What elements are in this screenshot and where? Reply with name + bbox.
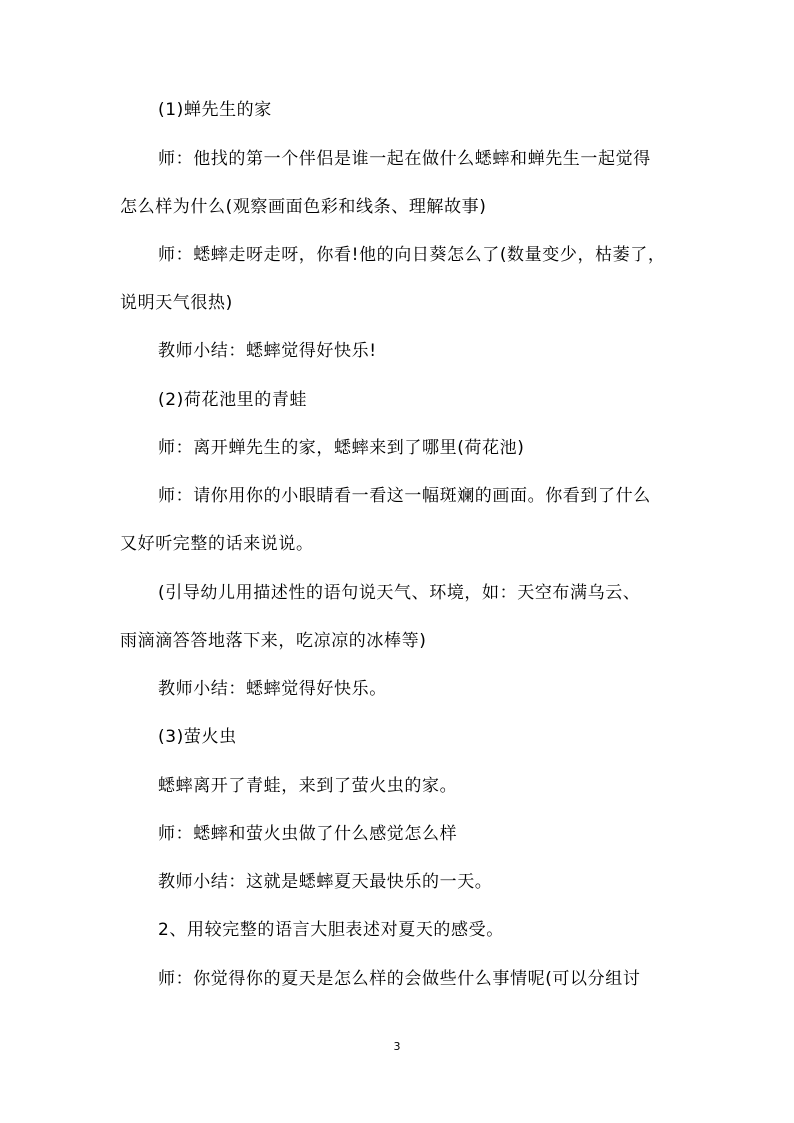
paragraph-line: 师：离开蝉先生的家，蟋蟀来到了哪里(荷花池) <box>158 438 525 458</box>
paragraph-line: 师：蟋蟀和萤火虫做了什么感觉怎么样 <box>158 824 458 844</box>
paragraph-line: 师：请你用你的小眼睛看一看这一幅斑斓的画面。你看到了什么 <box>158 486 651 506</box>
teacher-summary: 教师小结：蟋蟀觉得好快乐! <box>158 341 377 361</box>
paragraph-line: 怎么样为什么(观察画面色彩和线条、理解故事) <box>120 197 487 217</box>
section-heading-cicada: (1)蝉先生的家 <box>158 100 272 120</box>
paragraph-line: 蟋蟀离开了青蛙，来到了萤火虫的家。 <box>158 776 458 796</box>
paragraph-line: (引导幼儿用描述性的语句说天气、环境，如：天空布满乌云、 <box>158 583 641 603</box>
paragraph-line: 雨滴滴答答地落下来，吃凉凉的冰棒等) <box>120 631 427 651</box>
teacher-summary: 教师小结：蟋蟀觉得好快乐。 <box>158 679 387 699</box>
paragraph-line: 师：蟋蟀走呀走呀，你看!他的向日葵怎么了(数量变少，枯萎了， <box>158 245 666 265</box>
paragraph-line: 说明天气很热) <box>120 293 233 313</box>
teacher-summary: 教师小结：这就是蟋蟀夏天最快乐的一天。 <box>158 872 493 892</box>
section-heading-frog: (2)荷花池里的青蛙 <box>158 390 308 410</box>
section-heading-firefly: (3)萤火虫 <box>158 727 237 747</box>
paragraph-line: 又好听完整的话来说说。 <box>120 534 314 554</box>
paragraph-line: 师：你觉得你的夏天是怎么样的会做些什么事情呢(可以分组讨 <box>158 969 641 989</box>
page-number: 3 <box>393 1040 401 1053</box>
section-heading-step-2: 2、用较完整的语言大胆表述对夏天的感受。 <box>158 920 504 940</box>
paragraph-line: 师：他找的第一个伴侣是谁一起在做什么蟋蟀和蝉先生一起觉得 <box>158 149 651 169</box>
